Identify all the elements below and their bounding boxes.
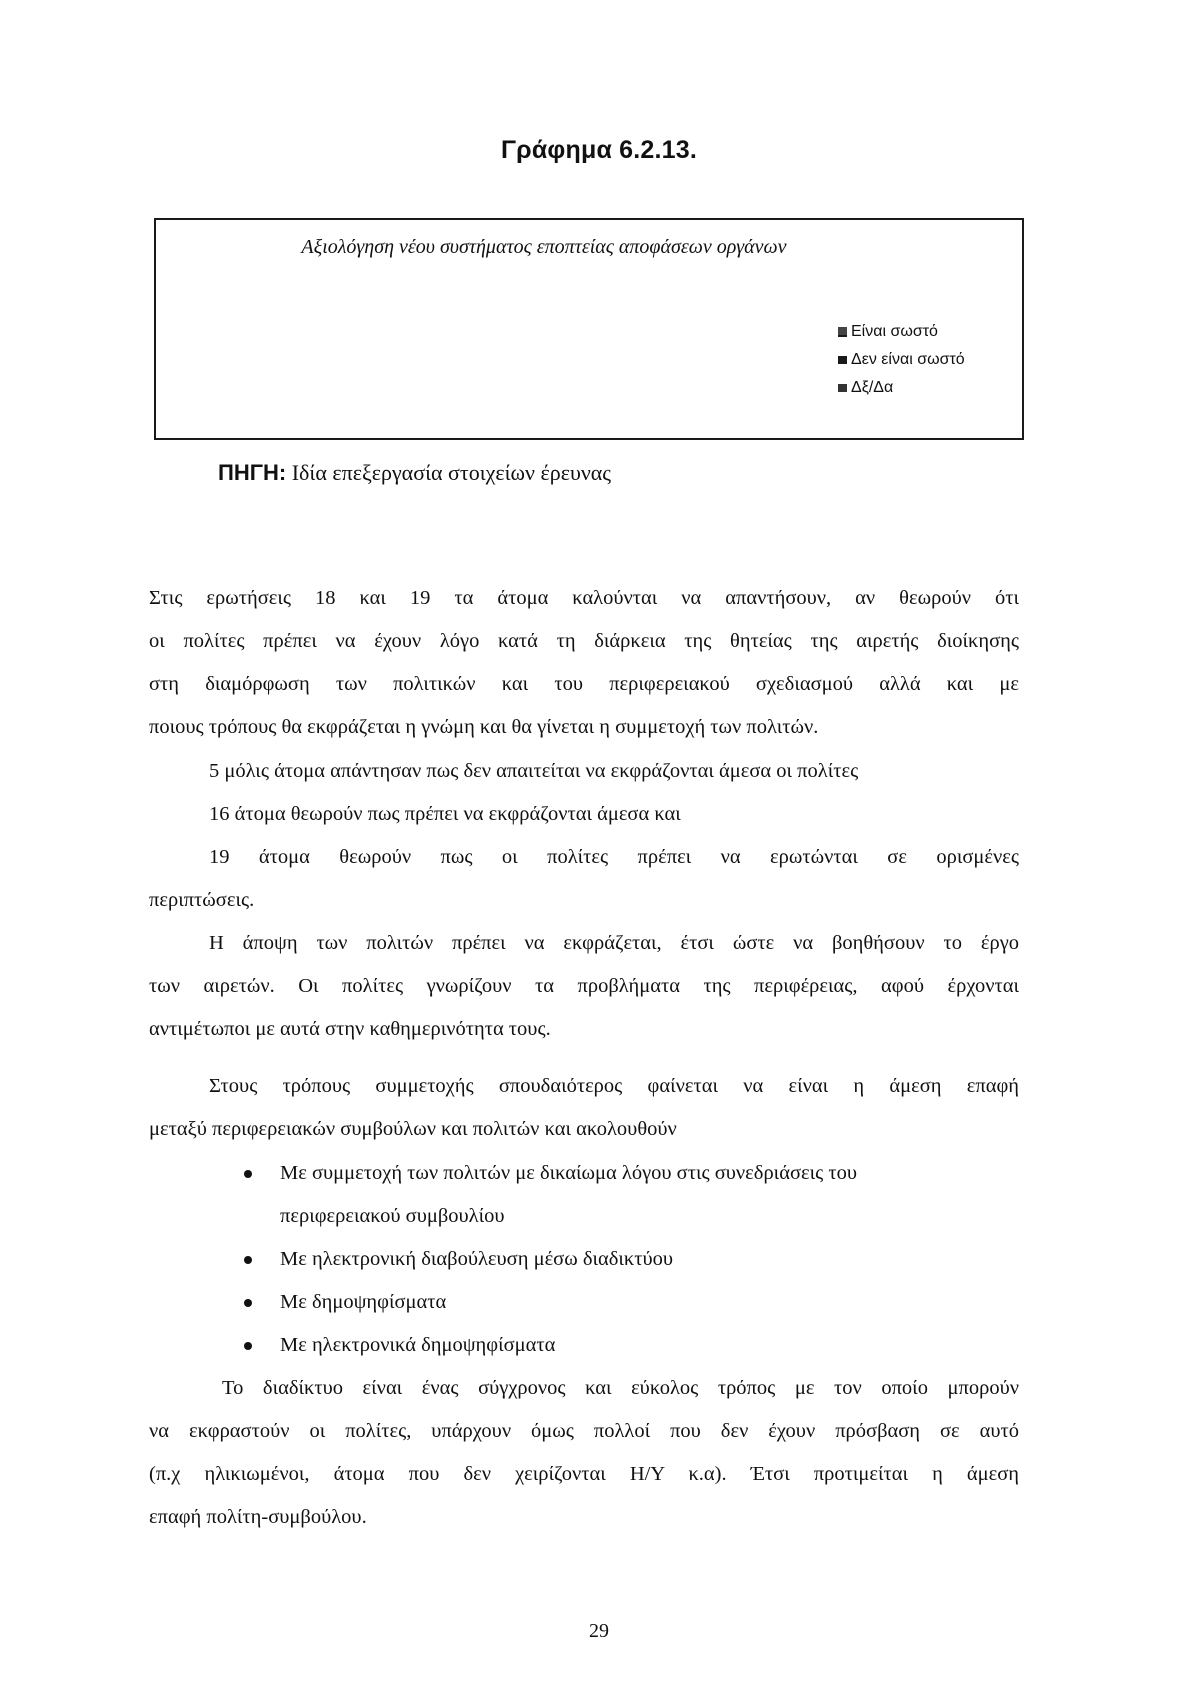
text-line: Με ηλεκτρονικά δημοψηφίσματα — [280, 1334, 556, 1356]
text-line: Με ηλεκτρονική διαβούλευση μέσω διαδικτύου — [280, 1248, 674, 1270]
paragraph-answer-19 — [149, 836, 1019, 922]
bullet-icon — [244, 1170, 252, 1178]
source-note — [218, 460, 611, 486]
legend-item-correct — [838, 318, 965, 346]
paragraph-opinion — [149, 922, 1019, 1051]
participation-methods-list — [244, 1152, 1024, 1367]
legend-item-dk-na — [838, 374, 965, 402]
text-line: οι πολίτες πρέπει να έχουν λόγο κατά τη διάρκεια της θητείας της αιρετής διοίκησης — [149, 630, 1019, 652]
list-item — [244, 1281, 1024, 1324]
page-number: 29 — [589, 1620, 609, 1642]
text-line: 16 άτομα θεωρούν πως πρέπει να εκφράζονται άμεσα και — [209, 803, 681, 825]
legend-swatch-icon — [838, 384, 847, 392]
text-line: Στις ερωτήσεις 18 και 19 τα άτομα καλούνται να απαντήσουν, αν θεωρούν ότι — [149, 587, 1019, 609]
text-line: περιπτώσεις. — [149, 889, 255, 911]
legend-swatch-icon — [838, 327, 847, 337]
text-line: μεταξύ περιφερειακών συμβούλων και πολιτών και ακολουθούν — [149, 1118, 677, 1140]
text-line: (π.χ ηλικιωμένοι, άτομα που δεν χειρίζονται Η/Υ κ.α). Έτσι προτιμείται η άμεση — [149, 1463, 1019, 1485]
text-line: Με συμμετοχή των πολιτών με δικαίωμα λόγου στις συνεδριάσεις του — [280, 1162, 857, 1184]
text-line: Η άποψη των πολιτών πρέπει να εκφράζεται, έτσι ώστε να βοηθήσουν το έργο — [209, 932, 1019, 954]
paragraph-internet — [149, 1367, 1019, 1539]
source-text: Ιδία επεξεργασία στοιχείων έρευνας — [286, 460, 612, 485]
legend-label: Είναι σωστό — [851, 323, 938, 340]
text-line: Το διαδίκτυο είναι ένας σύγχρονος και εύκολος τρόπος με τον οποίο μπορούν — [222, 1377, 1019, 1399]
text-line: 5 μόλις άτομα απάντησαν πως δεν απαιτείται να εκφράζονται άμεσα οι πολίτες — [209, 760, 859, 782]
text-line: Με δημοψηφίσματα — [280, 1291, 447, 1313]
list-item — [244, 1238, 1024, 1281]
list-item — [244, 1152, 1024, 1238]
text-line: περιφερειακού συμβουλίου — [280, 1205, 505, 1227]
figure-number: Γράφημα 6.2.13. — [500, 136, 698, 164]
chart-title: Αξιολόγηση νέου συστήματος εποπτείας αποφάσεων οργάνων — [301, 236, 787, 258]
text-line: των αιρετών. Οι πολίτες γνωρίζουν τα προβλήματα της περιφέρειας, αφού έρχονται — [149, 975, 1019, 997]
paragraph-answer-16 — [209, 793, 1019, 836]
paragraph-questions — [149, 577, 1019, 749]
legend-swatch-icon — [838, 356, 847, 364]
paragraph-participation — [149, 1065, 1019, 1151]
legend-label: Δξ/Δα — [851, 379, 894, 396]
bullet-icon — [244, 1342, 252, 1350]
paragraph-answer-5 — [209, 750, 1019, 793]
text-line: επαφή πολίτη-συμβούλου. — [149, 1506, 367, 1528]
text-line: Στους τρόπους συμμετοχής σπουδαιότερος φαίνεται να είναι η άμεση επαφή — [209, 1075, 1019, 1097]
chart-legend — [838, 318, 965, 402]
text-line: στη διαμόρφωση των πολιτικών και του περιφερειακού σχεδιασμού αλλά και με — [149, 673, 1019, 695]
text-line: να εκφραστούν οι πολίτες, υπάρχουν όμως πολλοί που δεν έχουν πρόσβαση σε αυτό — [149, 1420, 1019, 1442]
source-label: ΠΗΓΗ: — [218, 460, 287, 485]
bullet-icon — [244, 1299, 252, 1307]
list-item — [244, 1324, 1024, 1367]
text-line: αντιμέτωποι με αυτά στην καθημερινότητα τους. — [149, 1018, 551, 1040]
text-line: 19 άτομα θεωρούν πως οι πολίτες πρέπει να ερωτώνται σε ορισμένες — [209, 846, 1019, 868]
legend-item-not-correct — [838, 346, 965, 374]
legend-label: Δεν είναι σωστό — [851, 351, 965, 368]
bullet-icon — [244, 1256, 252, 1264]
text-line: ποιους τρόπους θα εκφράζεται η γνώμη και θα γίνεται η συμμετοχή των πολιτών. — [149, 716, 819, 738]
